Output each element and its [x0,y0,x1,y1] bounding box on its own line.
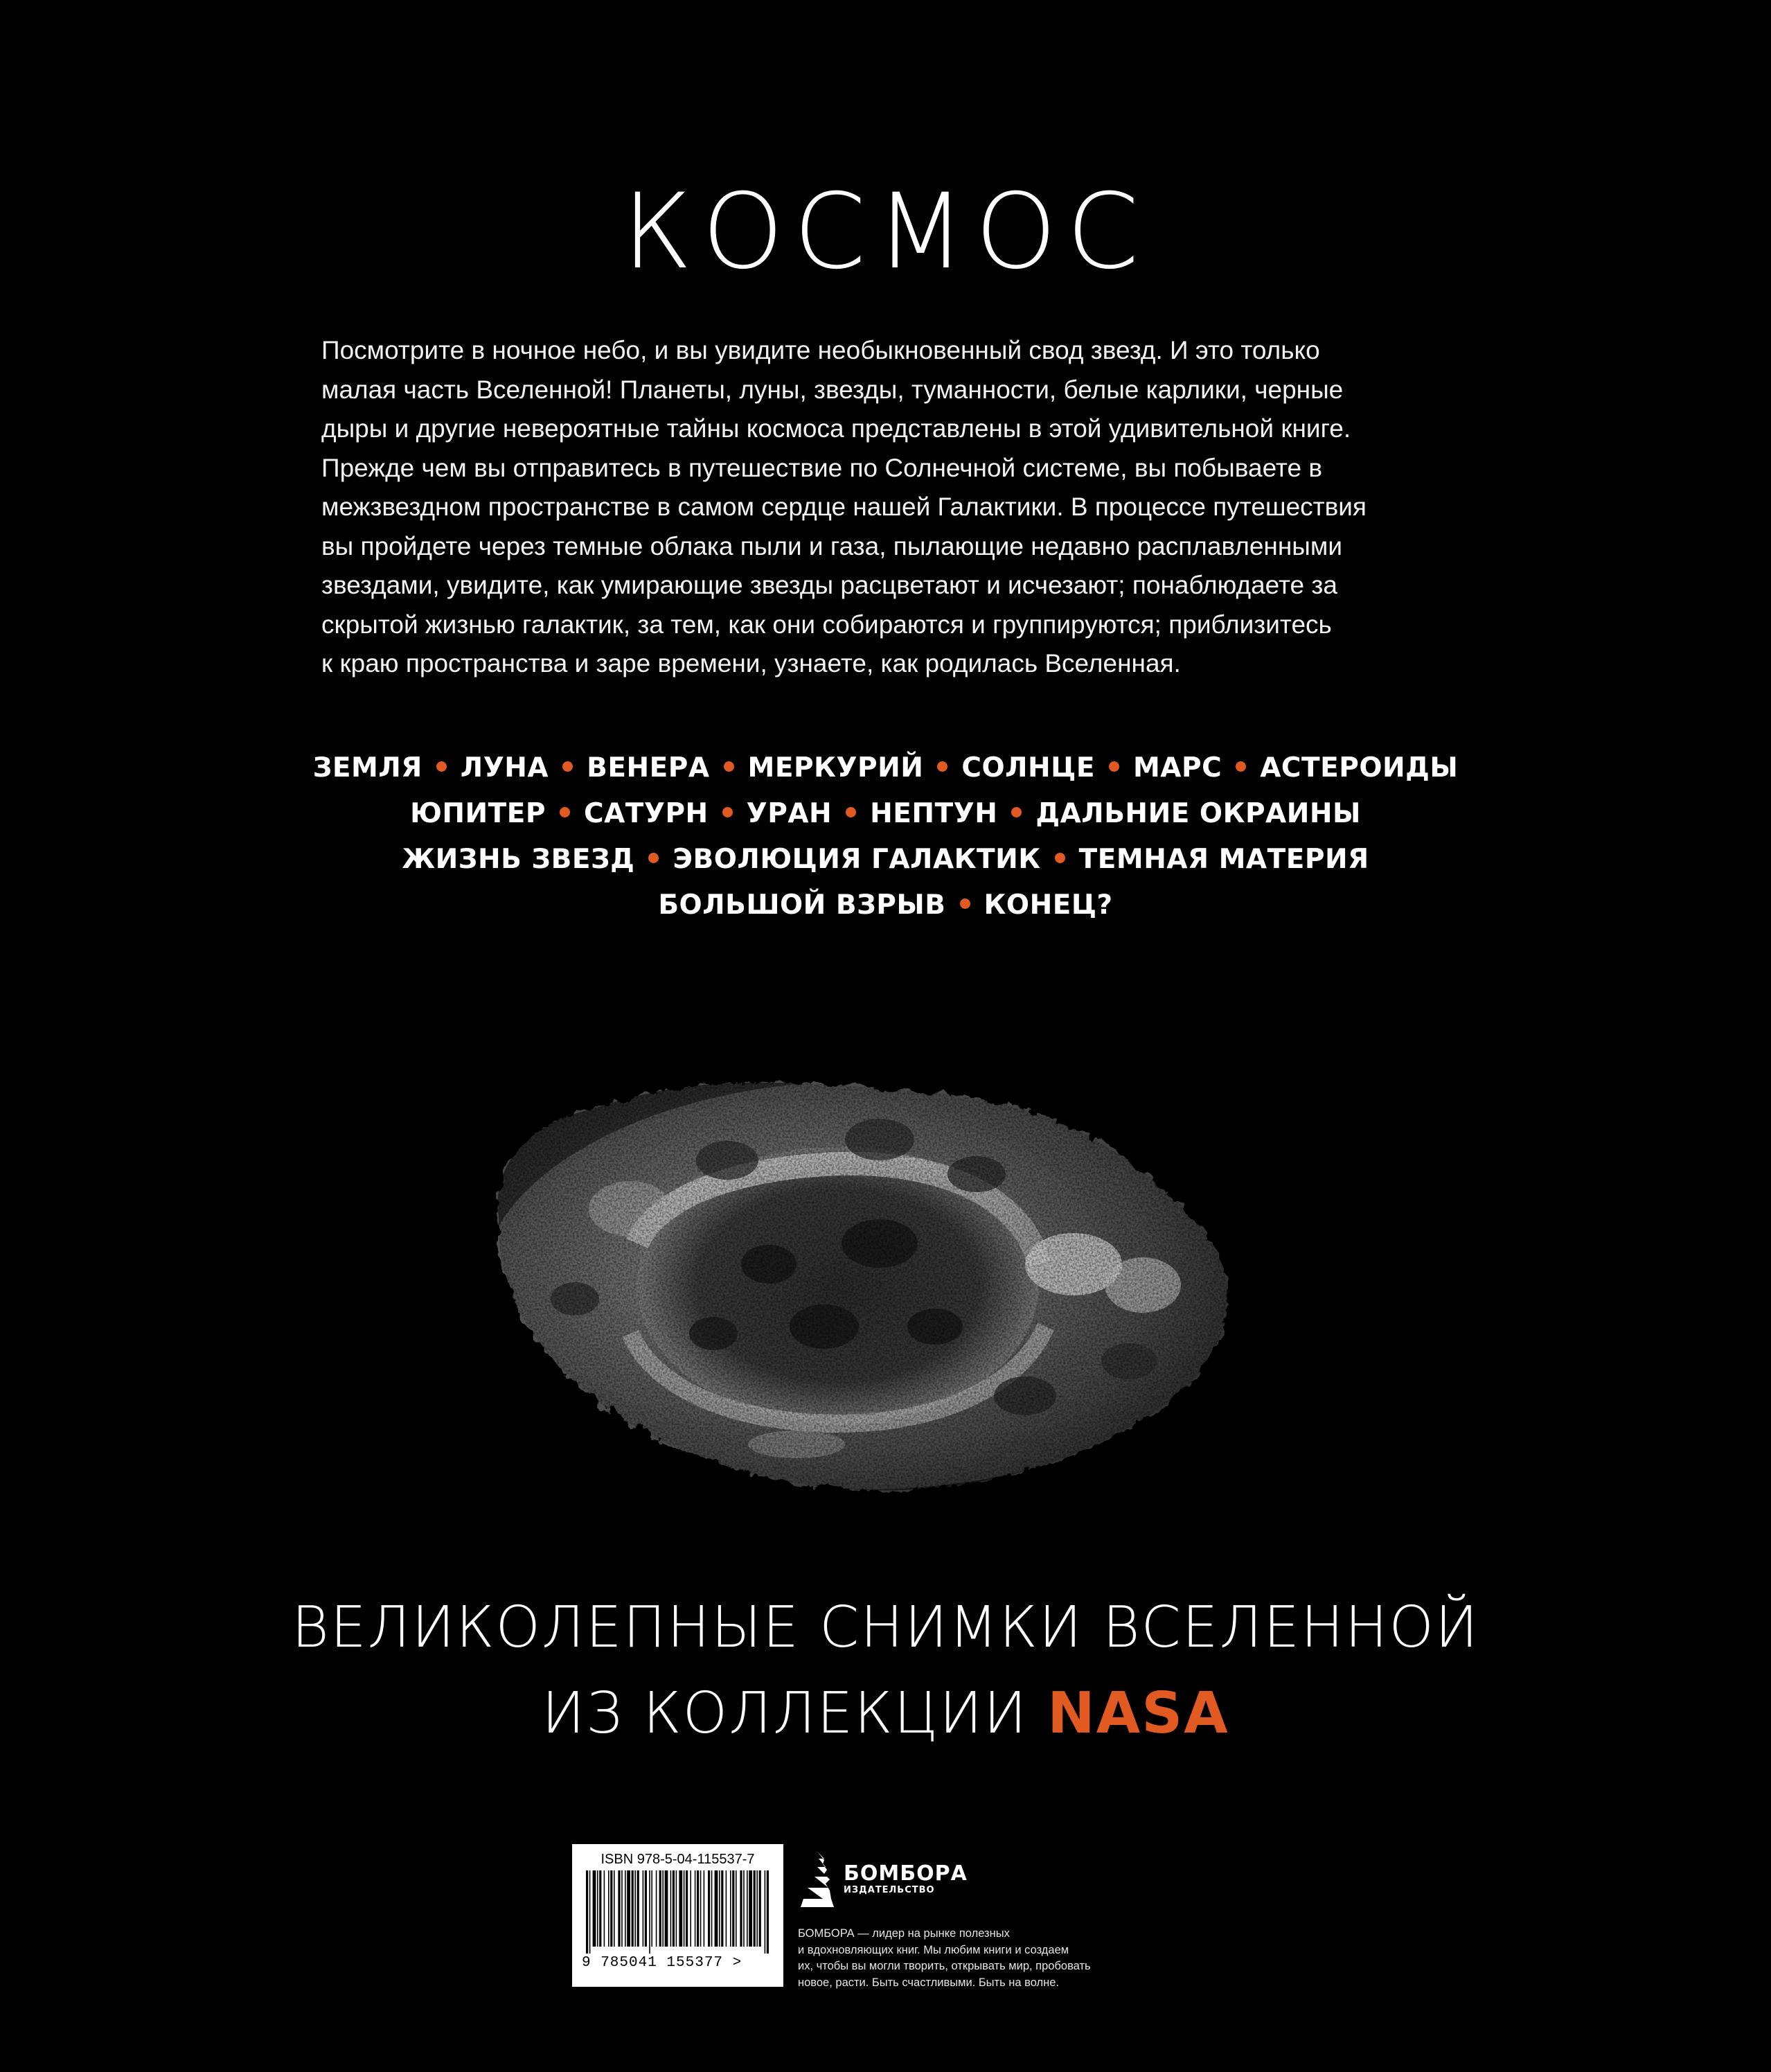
topics-row [0,837,1771,883]
nasa-highlight: NASA [1047,1681,1229,1746]
topic-item: ТЕМНАЯ МАТЕРИЯ [1078,844,1369,875]
publisher-logo [798,1848,1158,1911]
tagline-line-2 [0,1671,1771,1757]
intro-line: Посмотрите в ночное небо, и вы увидите необыкновенный свод звезд. И это только [321,336,1320,364]
tagline-prefix: ИЗ КОЛЛЕКЦИИ [542,1681,1029,1746]
topic-item: ЭВОЛЮЦИЯ ГАЛАКТИК [673,844,1041,875]
bullet-icon [724,761,734,772]
isbn-label: ISBN 978-5-04-115537-7 [600,1852,755,1867]
barcode-icon [582,1870,774,1954]
topics-row [0,745,1771,791]
publisher-block [798,1848,1158,1991]
topic-item: НЕПТУН [870,798,998,829]
topic-item: МЕРКУРИЙ [747,752,924,783]
asteroid-icon [450,1036,1281,1521]
intro-line: дыры и другие невероятные тайны космоса представлены в этой удивительной книге. [321,414,1351,443]
intro-line: звездами, увидите, как умирающие звезды расцветают и исчезают; понаблюдаете за [321,571,1337,599]
wave-logo-icon [798,1849,837,1910]
intro-line: малая часть Вселенной! Планеты, луны, звезды, туманности, белые карлики, черные [321,375,1344,404]
bullet-icon [436,761,447,772]
publisher-name: БОМБОРА [844,1861,968,1886]
bullet-icon [960,898,970,909]
bullet-icon [562,761,573,772]
topic-item: ЗЕМЛЯ [312,752,422,783]
cover-title: КОСМОС [622,172,1149,292]
topics-row [0,791,1771,837]
intro-line: к краю пространства и заре времени, узнаете, как родилась Вселенная. [321,649,1181,678]
bullet-icon [560,807,570,817]
isbn-barcode [572,1844,783,1987]
topic-item: ЛУНА [460,752,549,783]
publisher-description-line: новое, расти. Быть счастливыми. Быть на волне. [798,1976,1060,1989]
topic-item: САТУРН [583,798,709,829]
bullet-icon [1236,761,1246,772]
bullet-icon [1011,807,1022,817]
topic-item: ЖИЗНЬ ЗВЕЗД [402,844,635,875]
publisher-description-line: БОМБОРА — лидер на рынке полезных [798,1927,1010,1940]
topic-item: БОЛЬШОЙ ВЗРЫВ [658,889,946,921]
bullet-icon [648,853,659,863]
topics-row [0,883,1771,928]
barcode-digits: 9 785041 155377 > [582,1955,742,1971]
topic-item: КОНЕЦ? [984,889,1113,921]
topic-item: СОЛНЦЕ [961,752,1095,783]
publisher-description-line: и вдохновляющих книг. Мы любим книги и создаем [798,1943,1069,1956]
bullet-icon [937,761,947,772]
topic-item: ДАЛЬНИЕ ОКРАИНЫ [1035,798,1361,829]
intro-line: вы пройдете через темные облака пыли и газа, пылающие недавно расплавленными [321,531,1343,560]
publisher-description-line: их, чтобы вы могли творить, открывать мир, пробовать [798,1960,1091,1972]
topic-item: ЮПИТЕР [410,798,546,829]
tagline-line-1: ВЕЛИКОЛЕПНЫЕ СНИМКИ ВСЕЛЕННОЙ [292,1595,1479,1661]
intro-line: скрытой жизнью галактик, за тем, как они собираются и группируются; приблизитесь [321,610,1332,639]
bullet-icon [722,807,733,817]
publisher-description [798,1926,1158,1991]
bullet-icon [1109,761,1119,772]
intro-paragraph [321,331,1452,684]
topic-item: УРАН [746,798,833,829]
intro-line: межзвездном пространстве в самом сердце нашей Галактики. В процессе путешествия [321,493,1367,521]
topic-item: АСТЕРОИДЫ [1260,752,1459,783]
intro-line: Прежде чем вы отправитесь в путешествие по Солнечной системе, вы побываете в [321,453,1322,482]
topic-item: МАРС [1133,752,1222,783]
topics-list [0,745,1771,928]
topic-item: ВЕНЕРА [587,752,710,783]
publisher-subtitle: ИЗДАТЕЛЬСТВО [844,1885,935,1895]
bullet-icon [846,807,856,817]
tagline [0,1585,1771,1757]
bullet-icon [1055,853,1065,863]
asteroid-photo [450,1036,1281,1521]
